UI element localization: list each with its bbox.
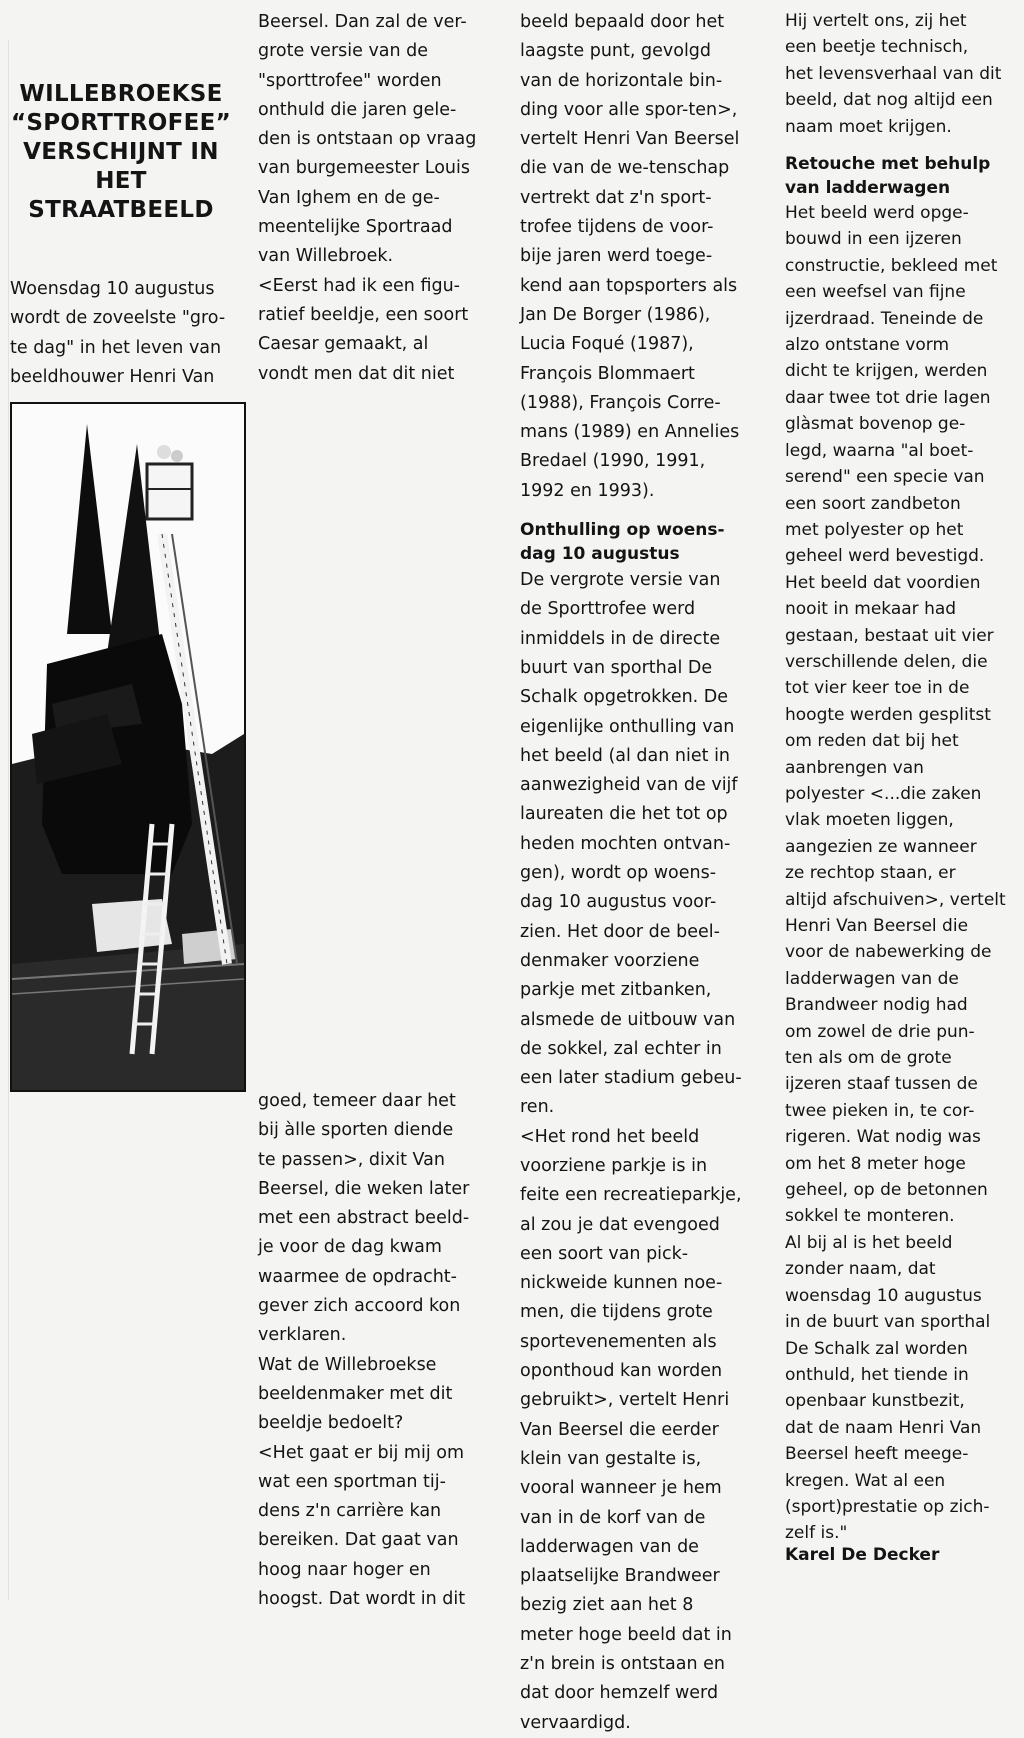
author-signature: Karel De Decker [785,1545,940,1565]
text-line: feite een recreatieparkje, [520,1185,742,1206]
text-line: zien. Het door de beel- [520,921,720,942]
text-line: constructie, bekleed met [785,255,998,276]
column-2-top [258,8,482,389]
text-line: beeldenmaker met dit [258,1383,453,1404]
headline-line: HET [95,168,147,194]
text-line: eigenlijke onthulling van [520,716,735,737]
text-line: van Willebroek. [258,246,394,267]
text-line: geheel werd bevestigd. [785,546,985,567]
text-line: aanbrengen van [785,757,924,778]
text-line: Brandweer nodig had [785,995,968,1016]
text-line: je voor de dag kwam [258,1237,442,1258]
text-line: de Sporttrofee werd [520,599,696,620]
text-line: mans (1989) en Annelies [520,422,740,443]
text-line: om reden dat bij het [785,731,959,752]
text-line: onthuld, het tiende in [785,1364,969,1385]
text-line: "sporttrofee" worden [258,70,442,91]
text-line: beeld, dat nog altijd een [785,90,993,111]
text-line: om zowel de drie pun- [785,1021,975,1042]
text-line: ladderwagen van de [520,1536,699,1557]
text-line: ding voor alle spor-ten>, [520,99,738,120]
text-line: Van Beersel die eerder [520,1419,719,1440]
text-line: naam moet krijgen. [785,116,952,137]
text-line: daar twee tot drie lagen [785,387,991,408]
text-line: vooral wanneer je hem [520,1478,722,1499]
text-line: altijd afschuiven>, vertelt [785,889,1006,910]
text-line: dat door hemzelf werd [520,1683,719,1704]
text-line: een weefsel van fijne [785,282,966,303]
text-line: die van de we-tenschap [520,158,730,179]
text-line: bereiken. Dat gaat van [258,1530,459,1551]
text-line: een beetje technisch, [785,37,969,58]
text-line: een soort van pick- [520,1243,689,1264]
text-line: Lucia Foqué (1987), [520,334,694,355]
text-line: Beersel heeft meege- [785,1444,969,1465]
text-line: rigeren. Wat nodig was [785,1127,981,1148]
text-line: kend aan topsporters als [520,275,738,296]
text-line: dicht te krijgen, werden [785,361,988,382]
text-line: het beeld (al dan niet in [520,745,731,766]
text-line: beeldhouwer Henri Van [10,366,215,387]
text-line: gestaan, bestaat uit vier [785,625,994,646]
text-line: den is ontstaan op vraag [258,129,477,150]
column-3 [520,8,750,1738]
text-line: onthuld die jaren gele- [258,99,457,120]
text-line: om het 8 meter hoge [785,1153,966,1174]
text-line: woensdag 10 augustus [785,1285,982,1306]
text-line: polyester <...die zaken [785,783,982,804]
text-line: vertelt Henri Van Beersel [520,129,740,150]
text-line: verschillende delen, die [785,651,988,672]
text-line: z'n brein is ontstaan en [520,1654,725,1675]
text-line: <Het rond het beeld [520,1126,700,1147]
text-line: ladderwagen van de [785,968,959,989]
text-line: legd, waarna "al boet- [785,440,974,461]
text-line: serend" een specie van [785,467,985,488]
text-line: aangezien ze wanneer [785,836,977,857]
text-line: klein van gestalte is, [520,1448,702,1469]
text-line: bije jaren werd toege- [520,246,713,267]
text-line: men, die tijdens grote [520,1302,713,1323]
text-line: beeld bepaald door het [520,12,725,32]
text-line: gever zich accoord kon [258,1296,461,1317]
text-line: van burgemeester Louis [258,158,470,179]
column-2-bottom [258,1087,482,1614]
subheading-line: Onthulling op woens- [520,520,725,541]
intro-paragraph [10,275,242,392]
text-line: voorziene parkje is in [520,1155,708,1176]
text-line: gen), wordt op woens- [520,863,717,884]
text-line: grote versie van de [258,41,429,62]
text-line: het levensverhaal van dit [785,63,1002,84]
text-line: ratief beeldje, een soort [258,304,469,325]
text-line: De vergrote versie van [520,570,721,591]
text-line: een later stadium gebeu- [520,1068,742,1089]
text-line: laagste punt, gevolgd [520,41,712,62]
text-line: te passen>, dixit Van [258,1149,445,1170]
text-line: sokkel te monteren. [785,1206,955,1227]
text-line: van de horizontale bin- [520,70,723,91]
text-line: Wat de Willebroekse [258,1354,437,1375]
text-line: ren. [520,1097,555,1118]
text-line: vervaardigd. [520,1712,631,1733]
subheading-line: van ladderwagen [785,178,951,199]
text-line: verklaren. [258,1325,347,1346]
text-line: (1988), François Corre- [520,392,721,413]
text-line: meentelijke Sportraad [258,217,453,238]
headline-line: VERSCHIJNT IN [23,139,219,165]
text-line: tot vier keer toe in de [785,678,970,699]
headline-line: WILLEBROEKSE [19,81,223,107]
subheading-retouche [785,152,1010,200]
text-line: oponthoud kan worden [520,1361,723,1382]
text-line: Al bij al is het beeld [785,1232,953,1253]
text-line: Beersel. Dan zal de ver- [258,12,467,32]
text-line: buurt van sporthal De [520,657,713,678]
text-line: Caesar gemaakt, al [258,334,429,355]
subheading-onthulling [520,518,750,566]
text-line: bouwd in een ijzeren [785,229,962,250]
headline-line: “SPORTTROFEE” [10,110,232,136]
text-line: wordt de zoveelste "gro- [10,308,226,329]
text-line: geheel, op de betonnen [785,1180,988,1201]
text-line: Jan De Borger (1986), [520,304,711,325]
text-line: glàsmat bovenop ge- [785,414,966,435]
text-line: dens z'n carrière kan [258,1501,442,1522]
text-line: zelf is." [785,1523,848,1544]
sculpture-photo [10,402,246,1092]
text-line: de sokkel, zal echter in [520,1038,722,1059]
text-line: dag 10 augustus voor- [520,892,717,913]
text-line: De Schalk zal worden [785,1338,968,1359]
text-line: vlak moeten liggen, [785,810,954,831]
text-line: twee pieken in, te cor- [785,1100,975,1121]
text-line: alzo ontstane vorm [785,335,949,356]
text-line: in de buurt van sporthal [785,1312,991,1333]
text-line: parkje met zitbanken, [520,980,712,1001]
text-line: trofee tijdens de voor- [520,217,714,238]
text-line: openbaar kunstbezit, [785,1391,965,1412]
text-line: al zou je dat evengoed [520,1214,720,1235]
text-line: ijzeren staaf tussen de [785,1074,978,1095]
text-line: waarmee de opdracht- [258,1266,457,1287]
text-line: Het beeld dat voordien [785,572,981,593]
subheading-line: Retouche met behulp [785,154,991,175]
text-line: sportevenementen als [520,1331,717,1352]
text-line: met polyester op het [785,519,964,540]
text-line: (sport)prestatie op zich- [785,1496,990,1517]
text-line: bij àlle sporten diende [258,1120,454,1141]
text-line: hoogte werden gesplitst [785,704,991,725]
text-line: Schalk opgetrokken. De [520,687,729,708]
text-line: ten als om de grote [785,1048,952,1069]
text-line: Woensdag 10 augustus [10,279,215,299]
text-line: ze rechtop staan, er [785,863,956,884]
sculpture-photo-illustration [12,404,244,1090]
text-line: vertrekt dat z'n sport- [520,187,712,208]
headline [8,80,234,225]
text-line: een soort zandbeton [785,493,961,514]
text-line: plaatselijke Brandweer [520,1566,720,1587]
text-line: alsmede de uitbouw van [520,1009,736,1030]
text-line: hoogst. Dat wordt in dit [258,1589,466,1610]
text-line: nickweide kunnen noe- [520,1273,723,1294]
subheading-line: dag 10 augustus [520,544,680,565]
bleed-through-left [0,40,9,1600]
text-line: ijzerdraad. Teneinde de [785,308,984,329]
text-line: Henri Van Beersel die [785,916,969,936]
text-line: goed, temeer daar het [258,1091,456,1111]
headline-line: STRAATBEELD [28,197,214,223]
text-line: meter hoge beeld dat in [520,1624,732,1645]
text-line: laureaten die het tot op [520,804,728,825]
text-line: hoog naar hoger en [258,1559,431,1580]
text-line: kregen. Wat al een [785,1470,946,1491]
text-line: bezig ziet aan het 8 [520,1595,694,1616]
text-line: denmaker voorziene [520,950,700,971]
text-line: zonder naam, dat [785,1259,936,1280]
text-line: aanwezigheid van de vijf [520,775,738,796]
text-line: vondt men dat dit niet [258,363,455,384]
text-line: 1992 en 1993). [520,480,655,501]
text-line: <Eerst had ik een figu- [258,275,460,296]
text-line: Het beeld werd opge- [785,203,969,224]
text-line: voor de nabewerking de [785,942,992,963]
text-line: <Het gaat er bij mij om [258,1442,465,1463]
text-line: beeldje bedoelt? [258,1413,404,1434]
text-line: te dag" in het leven van [10,337,222,358]
text-line: wat een sportman tij- [258,1471,446,1492]
text-line: heden mochten ontvan- [520,833,731,854]
text-line: inmiddels in de directe [520,628,721,649]
column-4 [785,8,1010,1547]
text-line: Beersel, die weken later [258,1178,470,1199]
text-line: Van Ighem en de ge- [258,187,440,208]
text-line: met een abstract beeld- [258,1208,470,1229]
text-line: nooit in mekaar had [785,599,957,620]
text-line: van in de korf van de [520,1507,706,1528]
text-line: dat de naam Henri Van [785,1417,982,1438]
text-line: Hij vertelt ons, zij het [785,11,967,31]
text-line: Bredael (1990, 1991, [520,451,706,472]
text-line: François Blommaert [520,363,695,384]
text-line: gebruikt>, vertelt Henri [520,1390,730,1411]
